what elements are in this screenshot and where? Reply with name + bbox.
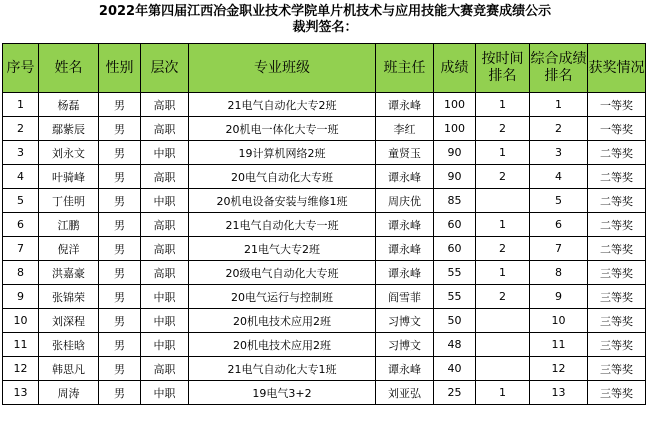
cell-name: 洪嘉豪 [39,261,99,285]
cell-name: 倪洋 [39,237,99,261]
cell-gender: 男 [99,237,141,261]
cell-gender: 男 [99,285,141,309]
cell-name: 丁佳明 [39,189,99,213]
cell-class: 19计算机网络2班 [189,141,376,165]
cell-no: 6 [3,213,39,237]
cell-award: 一等奖 [588,93,646,117]
cell-time-rank: 1 [476,213,530,237]
cell-teacher: 谭永峰 [376,261,434,285]
cell-name: 周涛 [39,381,99,405]
cell-award: 一等奖 [588,117,646,141]
cell-class: 20机电一体化大专一班 [189,117,376,141]
cell-time-rank [476,309,530,333]
header-score: 成绩 [434,44,476,93]
cell-award: 二等奖 [588,165,646,189]
cell-gender: 男 [99,165,141,189]
cell-score: 60 [434,213,476,237]
header-no: 序号 [3,44,39,93]
cell-overall-rank: 11 [530,333,588,357]
cell-class: 21电气自动化大专一班 [189,213,376,237]
table-row [3,93,646,117]
cell-teacher: 谭永峰 [376,213,434,237]
cell-time-rank: 2 [476,117,530,141]
cell-name: 张锦荣 [39,285,99,309]
cell-time-rank [476,189,530,213]
header-name: 姓名 [39,44,99,93]
cell-name: 刘深程 [39,309,99,333]
cell-time-rank: 2 [476,285,530,309]
header-overall-rank: 综合成绩排名 [530,44,588,93]
table-row [3,357,646,381]
cell-level: 高职 [141,213,189,237]
cell-no: 13 [3,381,39,405]
cell-class: 20机电设备安装与维修1班 [189,189,376,213]
cell-teacher: 阎雪菲 [376,285,434,309]
cell-name: 韩思凡 [39,357,99,381]
cell-score: 48 [434,333,476,357]
cell-score: 50 [434,309,476,333]
cell-score: 40 [434,357,476,381]
table-row [3,333,646,357]
cell-award: 二等奖 [588,237,646,261]
cell-teacher: 童贤玉 [376,141,434,165]
page-title: 2022年第四届江西冶金职业技术学院单片机技术与应用技能大赛竞赛成绩公示 [98,4,552,19]
cell-level: 中职 [141,285,189,309]
cell-gender: 男 [99,357,141,381]
table-row [3,117,646,141]
cell-gender: 男 [99,93,141,117]
cell-level: 中职 [141,309,189,333]
cell-name: 江鹏 [39,213,99,237]
cell-overall-rank: 9 [530,285,588,309]
table-row [3,213,646,237]
cell-class: 20级电气自动化大专班 [189,261,376,285]
cell-gender: 男 [99,309,141,333]
table-row [3,141,646,165]
cell-name: 刘永文 [39,141,99,165]
header-award: 获奖情况 [588,44,646,93]
cell-no: 1 [3,93,39,117]
cell-no: 11 [3,333,39,357]
table-body [3,93,646,405]
table-row [3,189,646,213]
table-row [3,309,646,333]
cell-gender: 男 [99,381,141,405]
cell-time-rank: 1 [476,93,530,117]
header-time-rank: 按时间排名 [476,44,530,93]
cell-award: 三等奖 [588,357,646,381]
cell-gender: 男 [99,189,141,213]
cell-time-rank [476,333,530,357]
cell-award: 二等奖 [588,213,646,237]
cell-name: 张桂晗 [39,333,99,357]
cell-teacher: 习博文 [376,309,434,333]
cell-overall-rank: 5 [530,189,588,213]
header-teacher: 班主任 [376,44,434,93]
table-row [3,237,646,261]
cell-no: 5 [3,189,39,213]
cell-overall-rank: 1 [530,93,588,117]
table-header-row [3,44,646,93]
header-level: 层次 [141,44,189,93]
cell-level: 高职 [141,357,189,381]
cell-teacher: 谭永峰 [376,357,434,381]
cell-award: 三等奖 [588,381,646,405]
cell-time-rank: 1 [476,261,530,285]
table-row [3,381,646,405]
cell-award: 二等奖 [588,189,646,213]
cell-award: 三等奖 [588,309,646,333]
cell-no: 3 [3,141,39,165]
cell-overall-rank: 12 [530,357,588,381]
cell-score: 85 [434,189,476,213]
cell-overall-rank: 6 [530,213,588,237]
cell-score: 100 [434,117,476,141]
cell-teacher: 谭永峰 [376,237,434,261]
cell-score: 90 [434,165,476,189]
cell-score: 100 [434,93,476,117]
cell-level: 中职 [141,381,189,405]
cell-gender: 男 [99,333,141,357]
cell-class: 21电气自动化大专2班 [189,93,376,117]
cell-class: 19电气3+2 [189,381,376,405]
cell-award: 三等奖 [588,333,646,357]
cell-score: 90 [434,141,476,165]
cell-gender: 男 [99,213,141,237]
cell-teacher: 谭永峰 [376,93,434,117]
cell-no: 8 [3,261,39,285]
cell-no: 7 [3,237,39,261]
cell-time-rank: 2 [476,165,530,189]
cell-time-rank: 1 [476,381,530,405]
table-row [3,261,646,285]
cell-level: 中职 [141,189,189,213]
header-class: 专业班级 [189,44,376,93]
cell-overall-rank: 2 [530,117,588,141]
cell-no: 9 [3,285,39,309]
cell-level: 高职 [141,93,189,117]
cell-score: 60 [434,237,476,261]
cell-no: 10 [3,309,39,333]
cell-overall-rank: 4 [530,165,588,189]
table-row [3,285,646,309]
cell-level: 高职 [141,165,189,189]
cell-time-rank [476,357,530,381]
table-row [3,165,646,189]
cell-gender: 男 [99,141,141,165]
cell-score: 55 [434,261,476,285]
cell-award: 二等奖 [588,141,646,165]
judge-signature-label: 裁判签名： [292,20,358,35]
cell-time-rank: 2 [476,237,530,261]
results-table [2,43,646,405]
cell-overall-rank: 8 [530,261,588,285]
cell-teacher: 刘亚弘 [376,381,434,405]
cell-teacher: 谭永峰 [376,165,434,189]
cell-overall-rank: 3 [530,141,588,165]
cell-class: 20电气运行与控制班 [189,285,376,309]
cell-level: 中职 [141,141,189,165]
cell-award: 三等奖 [588,285,646,309]
cell-gender: 男 [99,117,141,141]
cell-name: 杨磊 [39,93,99,117]
cell-overall-rank: 13 [530,381,588,405]
cell-gender: 男 [99,261,141,285]
cell-teacher: 周庆优 [376,189,434,213]
cell-level: 高职 [141,237,189,261]
cell-teacher: 习博文 [376,333,434,357]
cell-no: 12 [3,357,39,381]
cell-level: 高职 [141,261,189,285]
cell-name: 叶骑峰 [39,165,99,189]
cell-class: 20机电技术应用2班 [189,309,376,333]
cell-score: 55 [434,285,476,309]
cell-overall-rank: 7 [530,237,588,261]
cell-no: 4 [3,165,39,189]
cell-time-rank: 1 [476,141,530,165]
cell-level: 高职 [141,117,189,141]
cell-class: 21电气大专2班 [189,237,376,261]
cell-score: 25 [434,381,476,405]
cell-overall-rank: 10 [530,309,588,333]
cell-level: 中职 [141,333,189,357]
cell-no: 2 [3,117,39,141]
cell-class: 21电气自动化大专1班 [189,357,376,381]
header-gender: 性别 [99,44,141,93]
cell-name: 鄢紫辰 [39,117,99,141]
cell-class: 20电气自动化大专班 [189,165,376,189]
cell-award: 三等奖 [588,261,646,285]
cell-teacher: 李红 [376,117,434,141]
cell-class: 20机电技术应用2班 [189,333,376,357]
